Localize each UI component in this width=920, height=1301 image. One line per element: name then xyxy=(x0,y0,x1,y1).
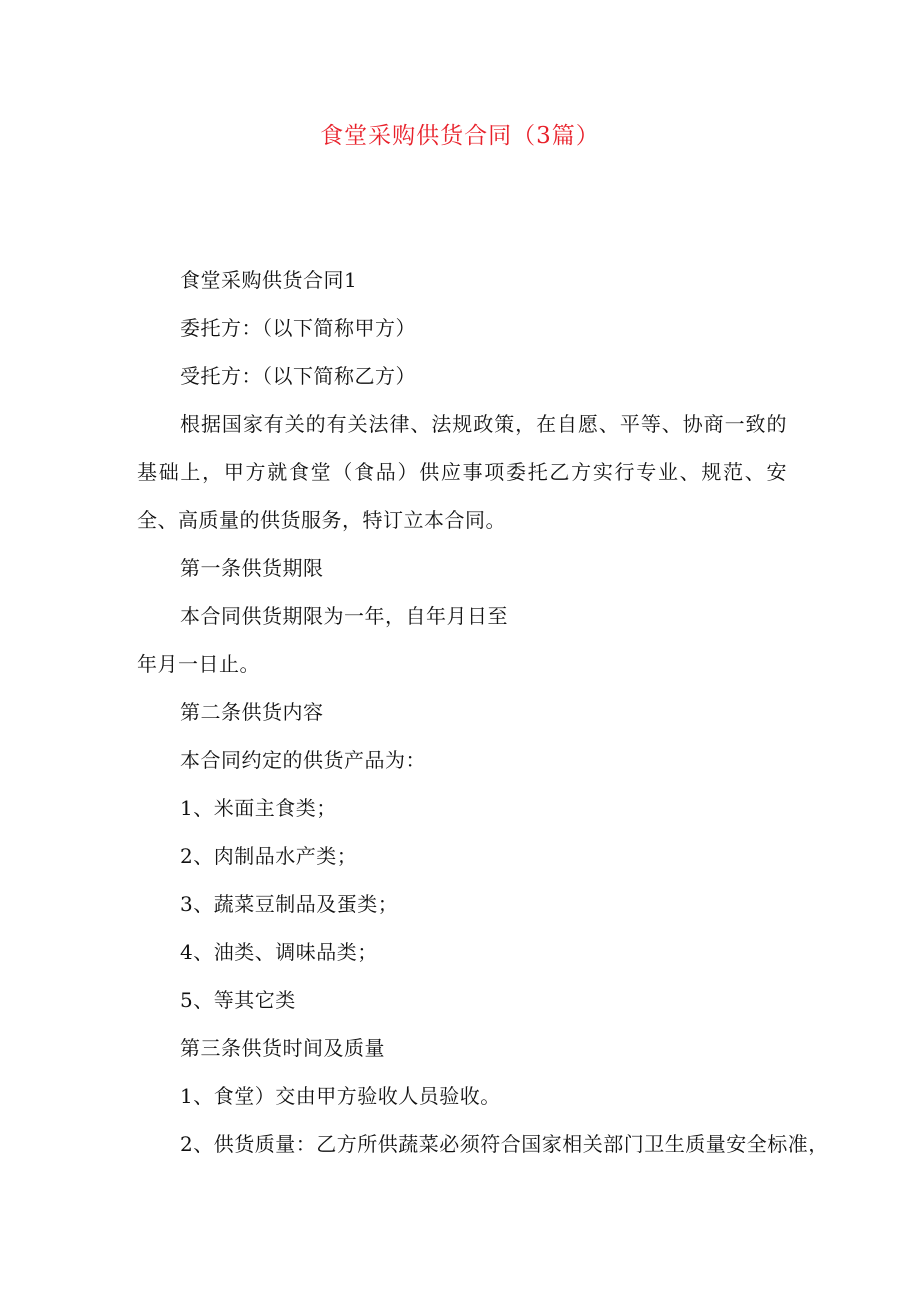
article-1-body-continued: 年月一日止。 xyxy=(137,652,260,676)
article-2-body: 本合同约定的供货产品为： xyxy=(180,748,426,772)
article-3-title: 第三条供货时间及质量 xyxy=(180,1036,385,1060)
article-2-title: 第二条供货内容 xyxy=(180,700,324,724)
contractor-line: 受托方：（以下简称乙方） xyxy=(180,364,416,388)
list-item: 4、油类、调味品类； xyxy=(180,940,378,964)
document-title: 食堂采购供货合同（3篇） xyxy=(320,123,600,149)
intro-paragraph: 根据国家有关的有关法律、法规政策，在自愿、平等、协商一致的基础上，甲方就食堂（食品）供应事项委托乙方实行专业、规范、安全、高质量的供货服务，特订立本合同。 xyxy=(137,412,787,532)
article-3-item: 2、供货质量：乙方所供蔬菜必须符合国家相关部门卫生质量安全标准， xyxy=(180,1132,829,1156)
list-item: 2、肉制品水产类； xyxy=(180,844,358,868)
article-3-item: 1、食堂）交由甲方验收人员验收。 xyxy=(180,1084,501,1108)
contract-heading: 食堂采购供货合同1 xyxy=(180,268,358,292)
client-line: 委托方：（以下简称甲方） xyxy=(180,316,416,340)
article-1-body: 本合同供货期限为一年，自年月日至 xyxy=(180,604,508,628)
list-item: 3、蔬菜豆制品及蛋类； xyxy=(180,892,399,916)
article-1-title: 第一条供货期限 xyxy=(180,556,324,580)
list-item: 1、米面主食类； xyxy=(180,796,337,820)
list-item: 5、等其它类 xyxy=(180,988,296,1012)
